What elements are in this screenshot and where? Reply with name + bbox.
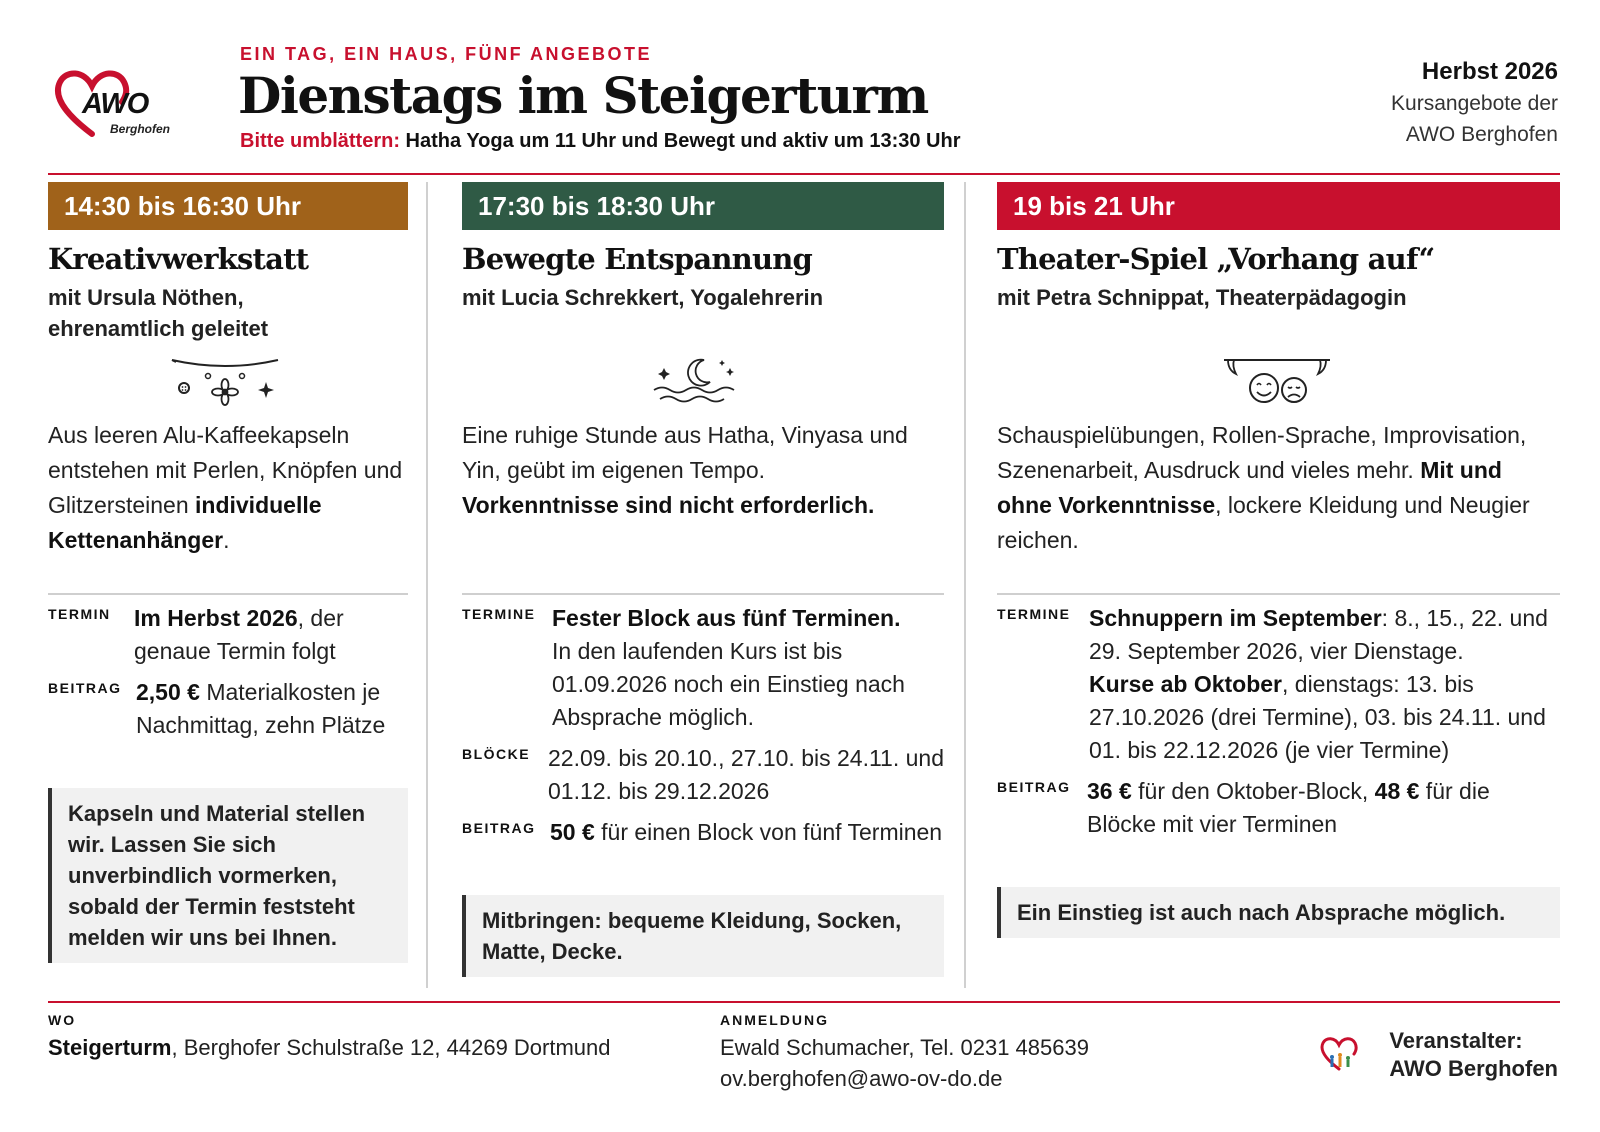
beitrag-bold: 36 € xyxy=(1087,778,1132,804)
course-description xyxy=(48,418,418,558)
termine-bold: Schnuppern im September xyxy=(1089,605,1382,631)
wo-bold: Steigerturm xyxy=(48,1035,172,1060)
subline-text: Hatha Yoga um 11 Uhr und Bewegt und aktiv um 13:30 Uhr xyxy=(400,130,961,152)
season-block xyxy=(1391,56,1558,150)
course-bewegte-entspannung xyxy=(462,182,944,313)
beitrag-value xyxy=(136,676,408,742)
termin-value xyxy=(134,602,408,668)
column-divider xyxy=(964,182,966,988)
beitrag-label: BEITRAG xyxy=(462,820,536,836)
subline xyxy=(240,130,961,153)
leader-line: mit Ursula Nöthen, xyxy=(48,285,244,310)
termine-label: TERMINE xyxy=(462,606,536,622)
section-divider xyxy=(462,593,944,595)
organizer-label: Veranstalter: xyxy=(1389,1028,1523,1053)
organizer xyxy=(1389,1027,1558,1083)
course-note: Kapseln und Material stellen wir. Lassen Sie sich unverbindlich vormerken, sobald der Termin feststeht melden wir uns bei Ihnen. xyxy=(48,788,408,963)
course-note: Ein Einstieg ist auch nach Absprache möglich. xyxy=(997,887,1560,938)
leader-line: ehrenamtlich geleitet xyxy=(48,316,269,341)
season-line-2: AWO Berghofen xyxy=(1405,123,1558,146)
course-title: Kreativwerkstatt xyxy=(48,242,309,276)
course-theater-spiel xyxy=(997,182,1560,313)
beitrag-text: für die Blöcke mit vier Terminen xyxy=(1087,778,1490,837)
beitrag-value xyxy=(550,816,944,849)
description-highlight: individuelle Kettenanhänger xyxy=(48,492,322,553)
logo-text: AWO xyxy=(82,88,149,120)
column-divider xyxy=(426,182,428,988)
course-note: Mitbringen: bequeme Kleidung, Socken, Matte, Decke. xyxy=(462,895,944,977)
description-text: Aus leeren Alu-Kaffeekapseln entstehen mit Perlen, Knöpfen und Glitzersteinen xyxy=(48,422,403,518)
termine-text: : 8., 15., 22. und 29. September 2026, vier Dienstage. xyxy=(1089,605,1548,664)
course-leader: mit Lucia Schrekkert, Yogalehrerin xyxy=(462,285,824,310)
time-band: 17:30 bis 18:30 Uhr xyxy=(462,182,944,230)
kicker: EIN TAG, EIN HAUS, FÜNF ANGEBOTE xyxy=(240,44,653,64)
termine-bold: Kurse ab Oktober xyxy=(1089,671,1282,697)
description-highlight: Vorkenntnisse sind nicht erforderlich. xyxy=(462,492,875,518)
beitrag-label: BEITRAG xyxy=(48,680,122,696)
wo-value xyxy=(48,1032,611,1063)
termin-bold: Im Herbst 2026 xyxy=(134,605,298,631)
beitrag-text: Materialkosten je Nachmittag, zehn Plätze xyxy=(136,679,386,738)
course-description xyxy=(997,418,1560,558)
bloecke-row xyxy=(462,742,944,808)
anmeldung-value xyxy=(720,1032,1089,1094)
description-text: Eine ruhige Stunde aus Hatha, Vinyasa und Yin, geübt im eigenen Tempo. xyxy=(462,422,908,483)
anmeldung-contact: Ewald Schumacher, Tel. 0231 485639 xyxy=(720,1035,1089,1060)
anmeldung-label: ANMELDUNG xyxy=(720,1012,829,1028)
course-info xyxy=(462,602,944,857)
termine-value xyxy=(1089,602,1560,767)
moon-waves-icon xyxy=(650,356,746,412)
termine-label: TERMINE xyxy=(997,606,1071,622)
description-text: Schauspielübungen, Rollen-Sprache, Improvisation, Szenenarbeit, Ausdruck und vieles mehr. xyxy=(997,422,1527,483)
season-line-1: Kursangebote der xyxy=(1391,92,1558,115)
header-rule xyxy=(48,173,1560,175)
course-leader xyxy=(48,282,408,344)
termine-text: In den laufenden Kurs ist bis 01.09.2026 noch ein Einstieg nach Absprache möglich. xyxy=(552,638,905,730)
description-text: . xyxy=(223,527,230,553)
beitrag-label: BEITRAG xyxy=(997,779,1071,795)
termine-row xyxy=(997,602,1560,767)
subline-lead: Bitte umblättern: xyxy=(240,130,400,152)
section-divider xyxy=(48,593,408,595)
course-info xyxy=(997,602,1560,849)
beitrag-row xyxy=(462,816,944,849)
termin-text: , der genaue Termin folgt xyxy=(134,605,344,664)
termine-value xyxy=(552,602,944,734)
theater-masks-icon xyxy=(1222,356,1332,408)
beitrag-text: für den Oktober-Block, xyxy=(1131,778,1375,804)
course-kreativwerkstatt xyxy=(48,182,408,344)
season-title: Herbst 2026 xyxy=(1421,58,1558,85)
beitrag-bold: 48 € xyxy=(1374,778,1420,804)
wo-text: , Berghofer Schulstraße 12, 44269 Dortmund xyxy=(171,1035,611,1060)
course-info xyxy=(48,602,408,750)
organizer-name: AWO Berghofen xyxy=(1389,1056,1558,1081)
anmeldung-email: ov.berghofen@awo-ov-do.de xyxy=(720,1066,1003,1091)
awo-logo xyxy=(52,66,182,146)
awo-mini-logo-icon xyxy=(1318,1035,1360,1073)
time-band: 14:30 bis 16:30 Uhr xyxy=(48,182,408,230)
bloecke-value: 22.09. bis 20.10., 27.10. bis 24.11. und 01.12. bis 29.12.2026 xyxy=(548,745,944,804)
page-title: Dienstags im Steigerturm xyxy=(238,66,928,125)
bloecke-label: BLÖCKE xyxy=(462,746,531,762)
beitrag-row xyxy=(997,775,1560,841)
course-title: Theater-Spiel „Vorhang auf“ xyxy=(997,242,1435,276)
beitrag-bold: 2,50 € xyxy=(136,679,200,705)
beitrag-bold: 50 € xyxy=(550,819,595,845)
termine-row xyxy=(462,602,944,734)
description-text: , lockere Kleidung und Neugier reichen. xyxy=(997,492,1530,553)
footer-rule xyxy=(48,1001,1560,1003)
termine-bold: Fester Block aus fünf Terminen. xyxy=(552,605,901,631)
wo-label: WO xyxy=(48,1012,77,1028)
section-divider xyxy=(997,593,1560,595)
time-band: 19 bis 21 Uhr xyxy=(997,182,1560,230)
course-title: Bewegte Entspannung xyxy=(462,242,812,276)
course-leader: mit Petra Schnippat, Theaterpädagogin xyxy=(997,285,1407,310)
description-highlight: Mit und ohne Vorkenntnisse xyxy=(997,457,1502,518)
beitrag-text: für einen Block von fünf Terminen xyxy=(594,819,943,845)
beitrag-value xyxy=(1087,775,1560,841)
termine-text: , dienstags: 13. bis 27.10.2026 (drei Termine), 03. bis 24.11. und 01. bis 22.12.2026 (je vier Termine) xyxy=(1089,671,1546,763)
logo-place: Berghofen xyxy=(110,122,170,136)
course-description xyxy=(462,418,944,523)
termin-row xyxy=(48,602,408,668)
beitrag-row xyxy=(48,676,408,742)
garland-icon xyxy=(170,356,280,410)
termin-label: TERMIN xyxy=(48,606,111,622)
